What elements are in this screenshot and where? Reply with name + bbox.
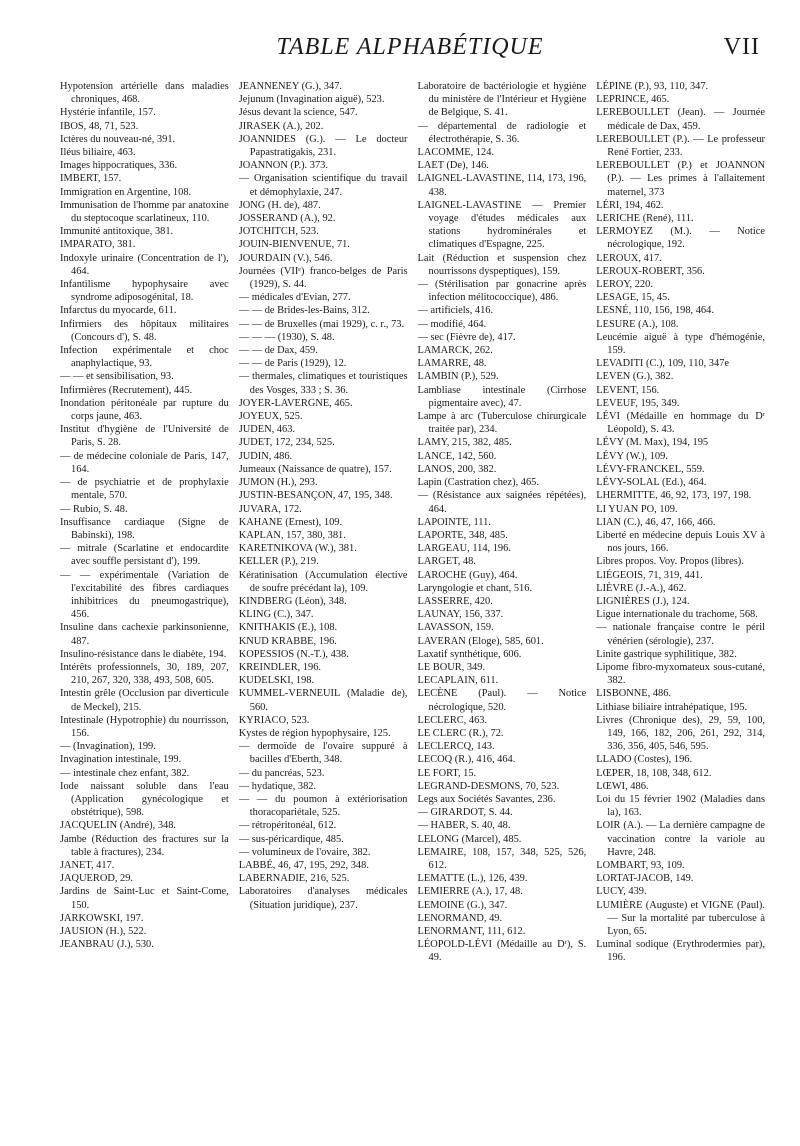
index-entry: LEGRAND-DESMONS, 70, 523. bbox=[417, 780, 560, 792]
index-entry: KNUD KRABBE, 196. bbox=[238, 635, 337, 647]
index-entry: KREINDLER, 196. bbox=[238, 661, 322, 673]
index-entry: — — — (1930), S. 48. bbox=[238, 331, 335, 343]
index-entry: Laxatif synthétique, 606. bbox=[417, 648, 522, 660]
index-entry: JAQUEROD, 29. bbox=[60, 873, 134, 885]
index-entry: Intérêts professionnels, 30, 189, 207, 210, 267, 320, 338, 493, 508, 605. bbox=[60, 661, 229, 687]
index-entry: — mitrale (Scarlatine et endocardite avec souffle persistant d'), 199. bbox=[60, 543, 229, 568]
index-entry: JOURDAIN (V.), 546. bbox=[238, 252, 333, 264]
index-entry: Images hippocratiques, 336. bbox=[60, 160, 178, 172]
index-entry: LUCY, 439. bbox=[596, 886, 647, 898]
index-entry: JANET, 417. bbox=[60, 859, 115, 871]
index-entry: — (Résistance aux saignées répétées), 464. bbox=[417, 490, 587, 515]
index-entry: LAPOINTE, 111. bbox=[417, 516, 491, 528]
index-entry: LAVERAN (Eloge), 585, 601. bbox=[417, 635, 544, 647]
index-entry: LE FORT, 15. bbox=[417, 767, 477, 779]
index-entry: Immunisation de l'homme par anatoxine du steptocoque scarlatineux, 110. bbox=[60, 199, 229, 225]
index-entry: LENORMAND, 49. bbox=[417, 912, 503, 924]
index-entry: JIRASEK (A.), 202. bbox=[238, 120, 324, 132]
index-entry: Iode naissant soluble dans l'eau (Application gynécologique et obstétrique), 598. bbox=[60, 780, 229, 819]
index-entry: Jejunum (Invagination aiguë), 523. bbox=[238, 94, 385, 106]
index-entry: LARGET, 48. bbox=[417, 556, 476, 568]
index-entry: LUMIÈRE (Auguste) et VIGNE (Paul). — Sur la mortalité par tuberculose à Lyon, 65. bbox=[596, 899, 765, 937]
index-entry: LLADO (Costes), 196. bbox=[596, 754, 693, 766]
index-entry: Kératinisation (Accumulation élective de soufre précédant la), 109. bbox=[238, 569, 408, 594]
index-entry: LECLERCQ, 143. bbox=[417, 741, 495, 753]
index-entry: — sec (Fièvre de), 417. bbox=[417, 331, 516, 343]
index-entry: — Rubio, S. 48. bbox=[60, 503, 128, 515]
index-entry: IMBERT, 157. bbox=[60, 173, 122, 185]
index-entry: LEREBOULLET (P.). — Le professeur René Fortier, 233. bbox=[596, 133, 765, 159]
index-entry: LEVENT, 156. bbox=[596, 384, 660, 396]
index-entry: — modifié, 464. bbox=[417, 318, 487, 330]
index-entry: KINDBERG (Léon), 348. bbox=[238, 595, 347, 607]
index-entry: LÉPINE (P.), 93, 110, 347. bbox=[596, 81, 709, 92]
index-entry: Immunité antitoxique, 381. bbox=[60, 226, 174, 238]
index-columns bbox=[60, 80, 765, 1130]
index-entry: LEROUX, 417. bbox=[596, 252, 662, 264]
index-entry: Hystérie infantile, 157. bbox=[60, 107, 156, 119]
index-entry: JUDIN, 486. bbox=[238, 450, 293, 462]
index-entry: Jumeaux (Naissance de quatre), 157. bbox=[238, 463, 392, 475]
index-entry: LEVEUF, 195, 349. bbox=[596, 397, 680, 409]
index-entry: JOANNON (P.). 373. bbox=[238, 160, 328, 172]
index-entry: LŒWI, 486. bbox=[596, 780, 649, 792]
index-entry: — hydatique, 382. bbox=[238, 780, 317, 792]
index-entry: LEMOINE (G.), 347. bbox=[417, 899, 508, 911]
index-entry: LAIGNEL-LAVASTINE, 114, 173, 196, 438. bbox=[417, 173, 587, 198]
index-entry: Indoxyle urinaire (Concentration de l'), 464. bbox=[60, 252, 229, 277]
index-entry: LIÉGEOIS, 71, 319, 441. bbox=[596, 569, 703, 581]
index-entry: JEANBRAU (J.), 530. bbox=[60, 939, 154, 951]
index-entry: JUSTIN-BESANÇON, 47, 195, 348. bbox=[238, 490, 393, 502]
page-number: VII bbox=[723, 34, 760, 60]
index-entry: — — du poumon à extériorisation thoracopariétale, 525. bbox=[238, 793, 408, 819]
index-entry: — — de Paris (1929), 12. bbox=[238, 358, 347, 370]
index-entry: Jésus devant la science, 547. bbox=[238, 107, 358, 119]
index-entry: Loi du 15 février 1902 (Maladies dans la), 163. bbox=[596, 793, 765, 819]
index-entry: LEVADITI (C.), 109, 110, 347e bbox=[596, 358, 729, 370]
index-entry: Journées (VIIᵉ) franco-belges de Paris (1929), S. 44. bbox=[238, 265, 408, 291]
index-entry: LANCE, 142, 560. bbox=[417, 450, 497, 462]
index-entry: KAHANE (Ernest), 109. bbox=[238, 516, 343, 528]
index-entry: LÉOPOLD-LÉVI (Médaille au Dʳ), S. 49. bbox=[417, 939, 587, 964]
index-entry: JOYER-LAVERGNE, 465. bbox=[238, 397, 353, 409]
index-entry: LIÈVRE (J.-A.), 462. bbox=[596, 582, 687, 594]
index-entry: JOSSERAND (A.), 92. bbox=[238, 213, 336, 225]
index-entry: — (Stérilisation par gonacrine après infection mélitococcique), 486. bbox=[417, 279, 587, 304]
index-entry: JUDET, 172, 234, 525. bbox=[238, 437, 335, 449]
index-entry: LÉVI (Médaille en hommage du Dʳ Léopold), S. 43. bbox=[596, 411, 765, 436]
index-entry: Liberté en médecine depuis Louis XV à nos jours, 166. bbox=[596, 529, 765, 555]
index-entry: — rétropéritonéal, 612. bbox=[238, 820, 337, 832]
index-entry: — Organisation scientifique du travail et démophylaxie, 247. bbox=[238, 173, 408, 198]
index-entry: LÉVY-SOLAL (Ed.), 464. bbox=[596, 477, 707, 489]
index-entry: Iléus biliaire, 463. bbox=[60, 147, 136, 159]
index-entry: LABBÉ, 46, 47, 195, 292, 348. bbox=[238, 859, 369, 871]
page-header bbox=[60, 34, 760, 74]
index-entry: LAMBIN (P.), 529. bbox=[417, 371, 499, 383]
index-entry: LANOS, 200, 382. bbox=[417, 463, 497, 475]
index-entry: LIAN (C.), 46, 47, 166, 466. bbox=[596, 516, 716, 528]
index-entry: Immigration en Argentine, 108. bbox=[60, 186, 192, 198]
index-entry: — — expérimentale (Variation de l'excitabilité des fibres cardiaques inhibitrices du pneumogastrique), 456. bbox=[60, 569, 229, 621]
index-entry: Intestin grêle (Occlusion par diverticule de Meckel), 215. bbox=[60, 688, 229, 713]
index-entry: LESURE (A.), 108. bbox=[596, 318, 679, 330]
index-entry: Institut d'hygiène de l'Université de Paris, S. 28. bbox=[60, 424, 229, 449]
index-entry: JAUSION (H.), 522. bbox=[60, 926, 147, 937]
index-entry: LERMOYEZ (M.). — Notice nécrologique, 192. bbox=[596, 226, 765, 251]
index-entry: LERICHE (René), 111. bbox=[596, 213, 694, 225]
index-entry: Ictères du nouveau-né, 391. bbox=[60, 133, 176, 145]
index-entry: LESAGE, 15, 45. bbox=[596, 292, 670, 304]
index-entry: Kystes de région hypophysaire, 125. bbox=[238, 727, 391, 739]
index-entry: Infirmières (Recrutement), 445. bbox=[60, 384, 193, 396]
index-column-1 bbox=[60, 80, 229, 1130]
index-entry: LESNÉ, 110, 156, 198, 464. bbox=[596, 305, 714, 317]
index-entry: Lambliase intestinale (Cirrhose pigmentaire avec), 47. bbox=[417, 384, 587, 409]
index-entry: — thermales, climatiques et touristiques des Vosges, 333 ; S. 36. bbox=[238, 371, 408, 396]
index-entry: Invagination intestinale, 199. bbox=[60, 754, 182, 766]
index-column-4 bbox=[596, 80, 765, 1130]
index-entry: — dermoïde de l'ovaire suppuré à bacilles d'Eberth, 348. bbox=[238, 741, 408, 766]
index-column-3 bbox=[418, 80, 587, 1130]
index-entry: — — et sensibilisation, 93. bbox=[60, 371, 174, 383]
index-entry: IBOS, 48, 71, 523. bbox=[60, 120, 139, 132]
index-entry: Lithiase biliaire intrahépatique, 195. bbox=[596, 701, 748, 713]
index-entry: LEROUX-ROBERT, 356. bbox=[596, 265, 705, 277]
index-entry: LAIGNEL-LAVASTINE — Premier voyage d'études médicales aux stations hydrominérales et climatiques d'Espagne, 225. bbox=[417, 199, 587, 251]
index-entry: LECAPLAIN, 611. bbox=[417, 675, 499, 687]
index-entry: LAMY, 215, 382, 485. bbox=[417, 437, 512, 449]
index-entry: Livres (Chronique des), 29, 59, 100, 149, 166, 182, 206, 261, 292, 314, 336, 356, 405, 546, 595. bbox=[596, 714, 765, 753]
index-entry: LEMIERRE (A.), 17, 48. bbox=[417, 886, 523, 898]
index-entry: LÉVY-FRANCKEL, 559. bbox=[596, 463, 705, 475]
index-entry: JOYEUX, 525. bbox=[238, 411, 303, 423]
index-entry: KLING (C.), 347. bbox=[238, 609, 314, 621]
index-entry: Lapin (Castration chez), 465. bbox=[417, 477, 539, 489]
index-entry: JOANNIDES (G.). — Le docteur Papastratigakis, 231. bbox=[238, 133, 408, 159]
index-entry: Legs aux Sociétés Savantes, 236. bbox=[417, 793, 556, 805]
index-entry: LORTAT-JACOB, 149. bbox=[596, 873, 694, 885]
index-entry: Linite gastrique syphilitique, 382. bbox=[596, 648, 737, 660]
index-entry: LECLERC, 463. bbox=[417, 714, 488, 726]
index-entry: Infirmiers des hôpitaux militaires (Concours d'), S. 48. bbox=[60, 318, 229, 343]
index-entry: LI YUAN PO, 109. bbox=[596, 503, 678, 515]
index-entry: Hypotension artérielle dans maladies chroniques, 468. bbox=[60, 81, 229, 106]
index-entry: Leucémie aiguë à type d'hémogénie, 159. bbox=[596, 331, 765, 357]
index-entry: LÉRI, 194, 462. bbox=[596, 199, 664, 211]
index-entry: LISBONNE, 486. bbox=[596, 688, 672, 700]
index-entry: — de psychiatrie et de prophylaxie mentale, 570. bbox=[60, 477, 229, 502]
index-entry: — — de Dax, 459. bbox=[238, 345, 318, 357]
index-entry: LECÈNE (Paul). — Notice nécrologique, 520. bbox=[417, 688, 587, 713]
index-entry: — volumineux de l'ovaire, 382. bbox=[238, 846, 371, 858]
index-entry: Insuffisance cardiaque (Signe de Babinski), 198. bbox=[60, 516, 229, 541]
index-entry: LEROY, 220. bbox=[596, 279, 653, 291]
index-entry: Lampe à arc (Tuberculose chirurgicale traitée par), 234. bbox=[417, 411, 587, 436]
index-entry: — de médecine coloniale de Paris, 147, 164. bbox=[60, 450, 229, 475]
index-entry: Inondation péritonéale par rupture du corps jaune, 463. bbox=[60, 397, 229, 423]
index-entry: Laryngologie et chant, 516. bbox=[417, 582, 533, 594]
index-entry: LELONG (Marcel), 485. bbox=[417, 833, 522, 845]
index-entry: LABERNADIE, 216, 525. bbox=[238, 873, 350, 885]
index-entry: Intestinale (Hypotrophie) du nourrisson, 156. bbox=[60, 714, 229, 739]
index-entry: IMPARATO, 381. bbox=[60, 239, 136, 251]
index-entry: Luminal sodique (Erythrodermies par), 196. bbox=[596, 939, 765, 964]
index-entry: LE BOUR, 349. bbox=[417, 661, 486, 673]
index-entry: Ligue internationale du trachome, 568. bbox=[596, 609, 758, 621]
index-column-2 bbox=[239, 80, 408, 1130]
index-entry: LEMATTE (L.), 126, 439. bbox=[417, 873, 528, 885]
index-entry: Jardins de Saint-Luc et Saint-Come, 150. bbox=[60, 886, 229, 911]
index-entry: LÉVY (W.), 109. bbox=[596, 450, 668, 462]
index-entry: KOPESSIOS (N.-T.), 438. bbox=[238, 648, 349, 660]
index-entry: Infarctus du myocarde, 611. bbox=[60, 305, 177, 317]
index-entry: LŒPER, 18, 108, 348, 612. bbox=[596, 767, 712, 779]
index-entry: — médicales d'Evian, 277. bbox=[238, 292, 351, 304]
index-entry: LAMARCK, 262. bbox=[417, 345, 493, 357]
index-entry: JOTCHITCH, 523. bbox=[238, 226, 319, 238]
index-entry: JUDEN, 463. bbox=[238, 424, 296, 436]
index-entry: — HABER, S. 40, 48. bbox=[417, 820, 511, 832]
index-entry: LE CLERC (R.), 72. bbox=[417, 727, 504, 739]
index-entry: JUVARA, 172. bbox=[238, 503, 302, 515]
index-entry: LOIR (A.). — La dernière campagne de vaccination contre la variole au Havre, 248. bbox=[596, 820, 765, 858]
index-entry: — (Invagination), 199. bbox=[60, 741, 156, 753]
index-entry: LAPORTE, 348, 485. bbox=[417, 529, 508, 541]
index-entry: — — de Brides-les-Bains, 312. bbox=[238, 305, 370, 317]
index-entry: — GIRARDOT, S. 44. bbox=[417, 807, 513, 819]
index-entry: KUDELSKI, 198. bbox=[238, 675, 315, 687]
index-entry: KYRIACO, 523. bbox=[238, 714, 310, 726]
index-entry: LEPRINCE, 465. bbox=[596, 94, 670, 106]
index-entry: — du pancréas, 523. bbox=[238, 767, 325, 779]
index-entry: LEREBOULLET (Jean). — Journée médicale de Dax, 459. bbox=[596, 107, 765, 132]
index-entry: LASSERRE, 420. bbox=[417, 595, 493, 607]
index-entry: JACQUELIN (André), 348. bbox=[60, 820, 177, 832]
index-entry: Insuline dans cachexie parkinsonienne, 487. bbox=[60, 622, 229, 647]
index-entry: LÉVY (M. Max), 194, 195 bbox=[596, 437, 709, 449]
index-entry: LENORMANT, 111, 612. bbox=[417, 926, 526, 937]
index-entry: — — de Bruxelles (mai 1929), c. r., 73. bbox=[238, 318, 405, 330]
index-entry: KARETNIKOVA (W.), 381. bbox=[238, 543, 357, 555]
index-entry: LAVASSON, 159. bbox=[417, 622, 494, 634]
index-entry: JEANNENEY (G.), 347. bbox=[238, 81, 342, 92]
index-entry: JONG (H. de), 487. bbox=[238, 199, 321, 211]
index-entry: JARKOWSKI, 197. bbox=[60, 912, 144, 924]
index-entry: Laboratoires d'analyses médicales (Situation juridique), 237. bbox=[238, 886, 408, 911]
index-entry: — nationale française contre le péril vénérien (sérologie), 237. bbox=[596, 622, 765, 647]
index-entry: LEMAIRE, 108, 157, 348, 525, 526, 612. bbox=[417, 846, 587, 871]
index-entry: JUMON (H.), 293. bbox=[238, 477, 318, 489]
index-entry: LAET (De), 146. bbox=[417, 160, 489, 172]
index-entry: KUMMEL-VERNEUIL (Maladie de), 560. bbox=[238, 688, 408, 713]
index-entry: Jambe (Réduction des fractures sur la table à fractures), 234. bbox=[60, 833, 229, 858]
index-entry: KAPLAN, 157, 380, 381. bbox=[238, 529, 346, 541]
index-entry: — artificiels, 416. bbox=[417, 305, 494, 317]
index-entry: LACOMME, 124. bbox=[417, 147, 494, 159]
page-title: TABLE ALPHABÉTIQUE bbox=[276, 34, 544, 60]
index-entry: KELLER (P.), 219. bbox=[238, 556, 319, 568]
index-entry: — départemental de radiologie et électrothérapie, S. 36. bbox=[417, 120, 587, 145]
index-entry: Libres propos. Voy. Propos (libres). bbox=[596, 556, 744, 568]
index-entry: LIGNIÈRES (J.), 124. bbox=[596, 595, 690, 607]
index-entry: KNITHAKIS (E.), 108. bbox=[238, 622, 338, 634]
index-entry: — intestinale chez enfant, 382. bbox=[60, 767, 190, 779]
index-entry: LAROCHE (Guy), 464. bbox=[417, 569, 518, 581]
index-entry: LOMBART, 93, 109. bbox=[596, 859, 685, 871]
index-entry: Laboratoire de bactériologie et hygiène du ministère de l'Intérieur et Hygiène de Belgique, S. 41. bbox=[417, 81, 587, 119]
index-entry: LEVEN (G.), 382. bbox=[596, 371, 674, 383]
index-entry: Infection expérimentale et choc anaphylactique, 93. bbox=[60, 345, 229, 370]
index-entry: LAUNAY, 156, 337. bbox=[417, 609, 504, 621]
index-entry: LHERMITTE, 46, 92, 173, 197, 198. bbox=[596, 490, 752, 502]
index-entry: JOUIN-BIENVENUE, 71. bbox=[238, 239, 350, 251]
index-entry: LECOQ (R.), 416, 464. bbox=[417, 754, 516, 766]
index-entry: Lipome fibro-myxomateux sous-cutané, 382. bbox=[596, 661, 765, 687]
index-entry: LAMARRE, 48. bbox=[417, 358, 487, 370]
index-entry: — sus-péricardique, 485. bbox=[238, 833, 344, 845]
index-entry: Infantilisme hypophysaire avec syndrome adiposogénital, 18. bbox=[60, 279, 229, 304]
index-entry: Insulino-résistance dans le diabète, 194. bbox=[60, 648, 227, 660]
index-entry: Lait (Réduction et suspension chez nourrissons dyspeptiques), 159. bbox=[417, 252, 587, 277]
index-entry: LEREBOULLET (P.) et JOANNON (P.). — Les primes à l'allaitement maternel, 373 bbox=[596, 160, 765, 198]
index-entry: LARGEAU, 114, 196. bbox=[417, 543, 511, 555]
